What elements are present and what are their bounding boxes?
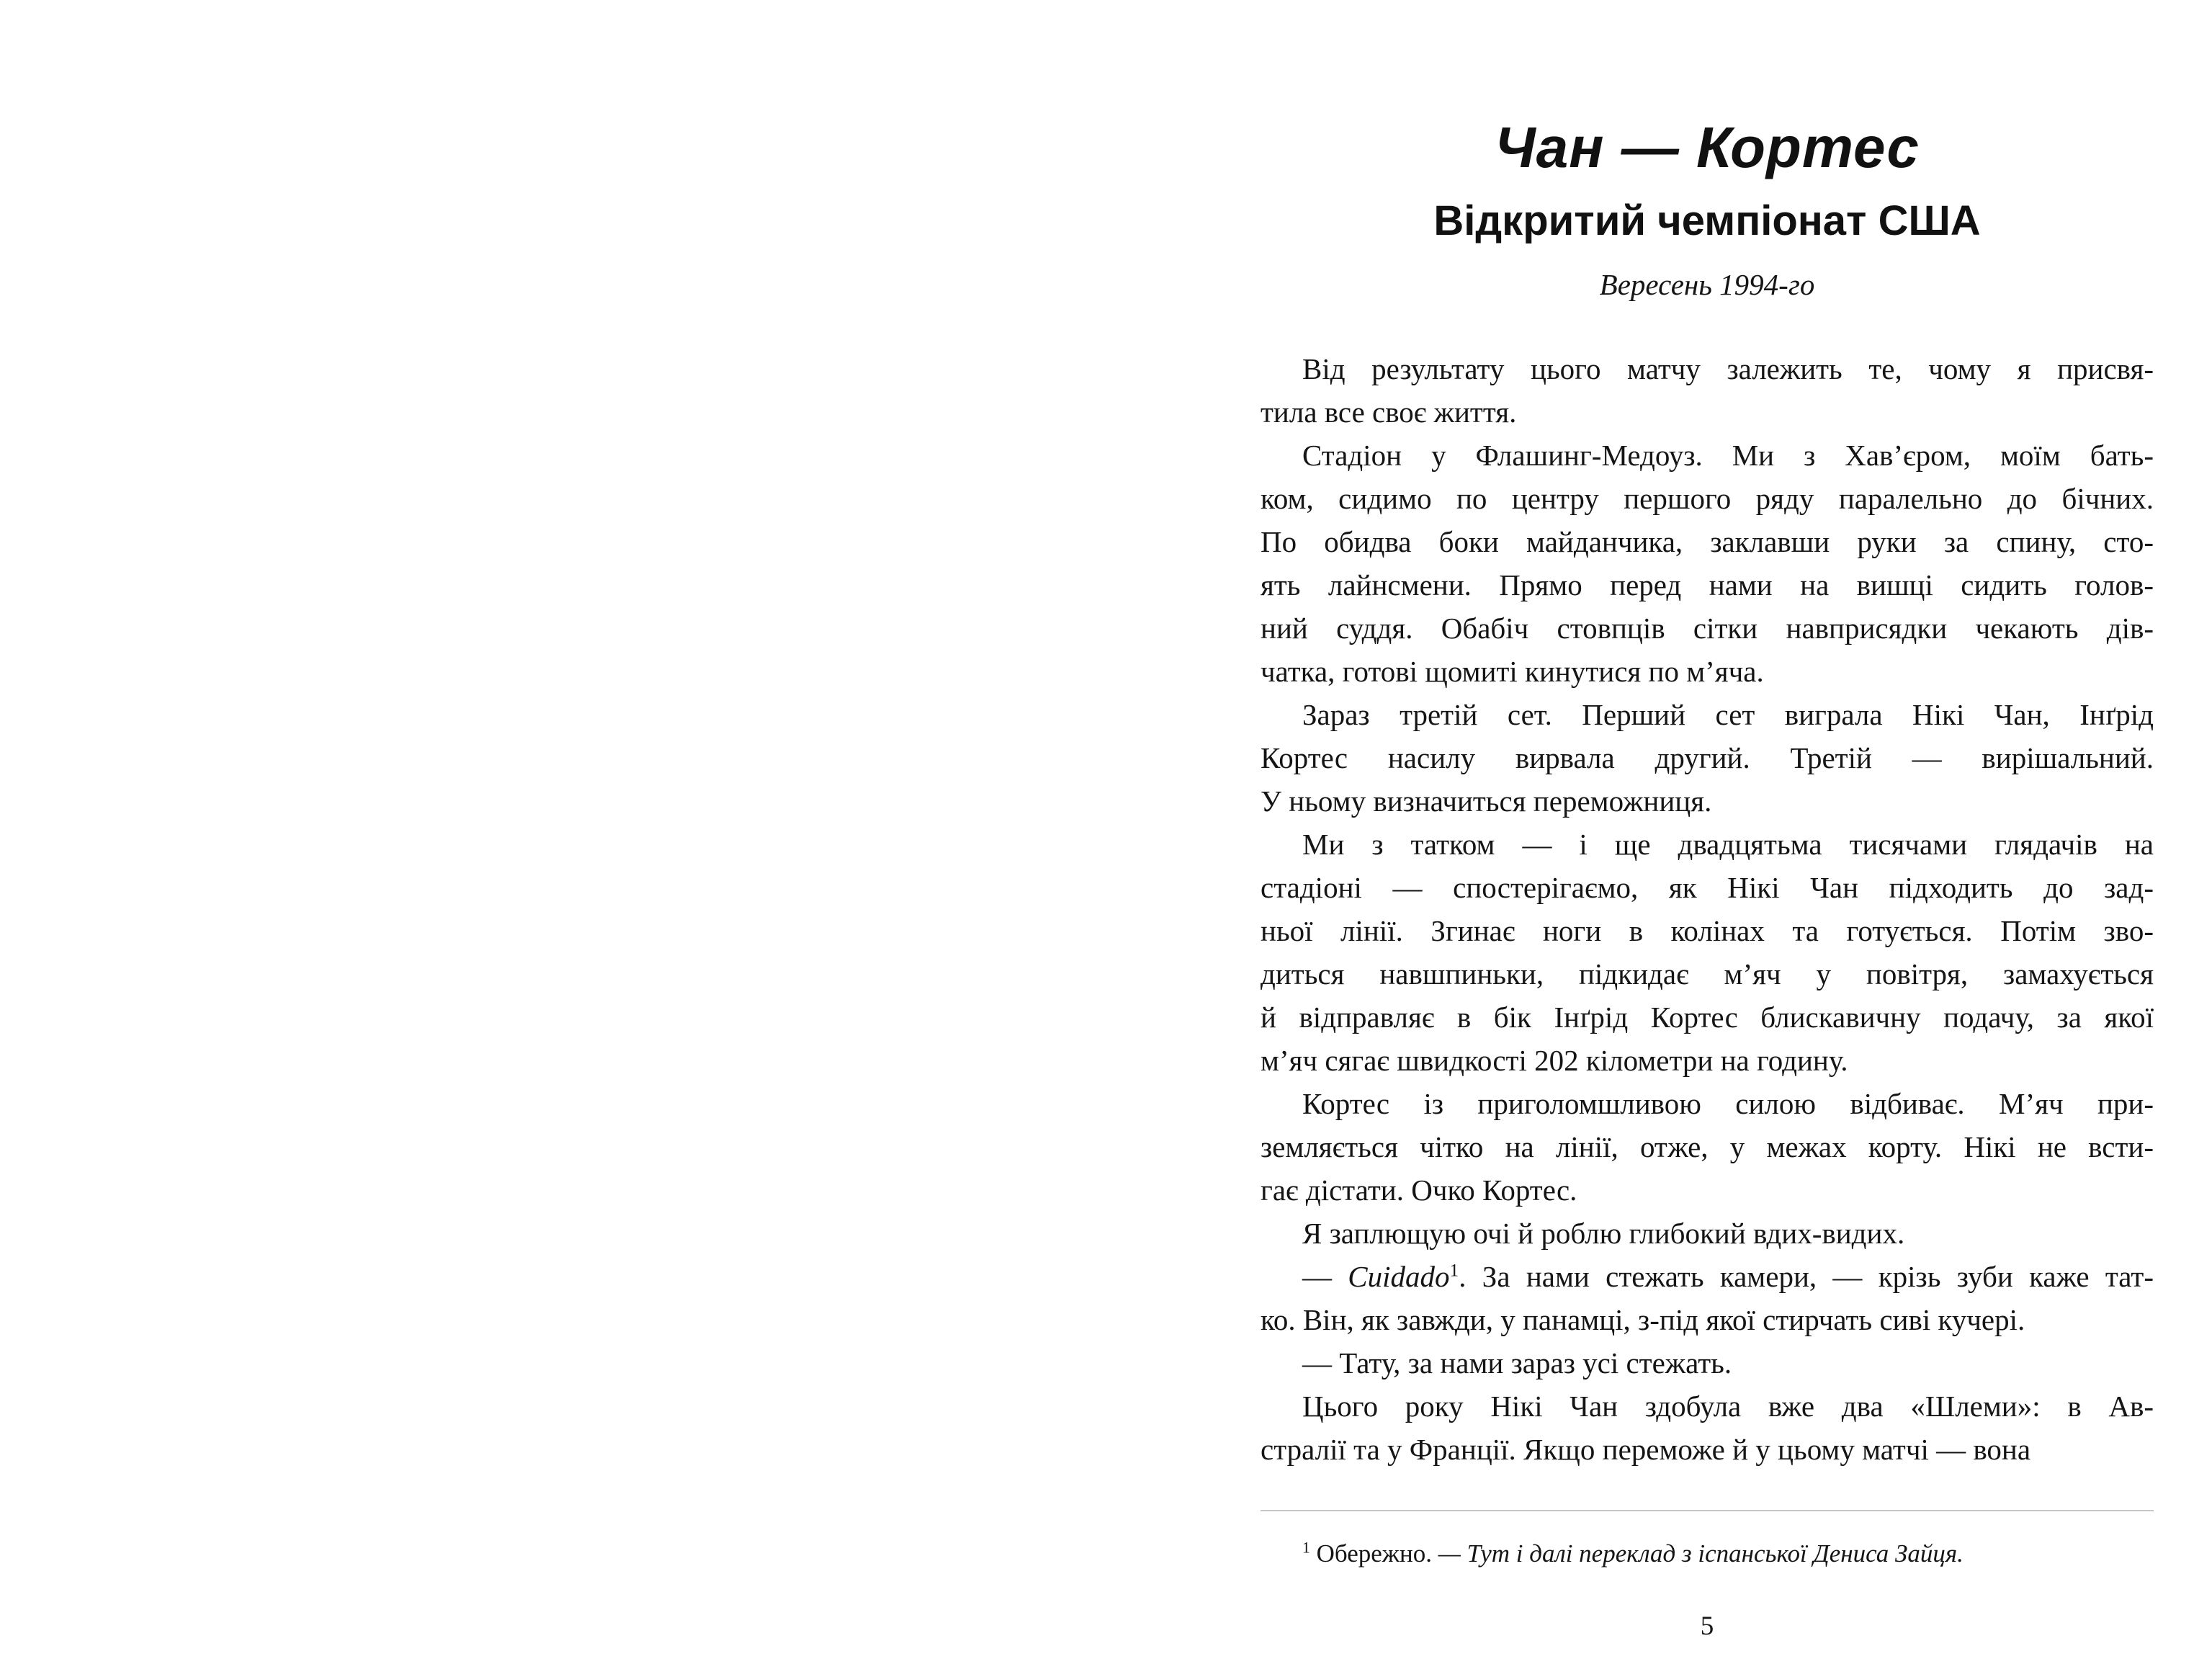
body-line: У ньому визначиться переможниця. (1261, 784, 1712, 818)
footnote (1261, 1537, 2154, 1570)
body-line: ком, сидимо по центру першого ряду паралельно до бічних. (1261, 482, 2154, 516)
footnote-separator (1261, 1510, 2154, 1511)
body-line: Стадіон у Флашинг-Медоуз. Ми з Хав’єром, моїм бать- (1302, 439, 2154, 473)
body-line: ко. Він, як завжди, у панамці, з-під якої стирчать сиві кучері. (1261, 1303, 2025, 1337)
paragraph (1261, 1255, 2154, 1341)
body-line: стадіоні — спостерігаємо, як Нікі Чан підходить до зад- (1261, 871, 2154, 905)
body-line: Цього року Нікі Чан здобула вже два «Шлеми»: в Ав- (1302, 1390, 2154, 1423)
body-line: чатка, готові щомиті кинутися по м’яча. (1261, 655, 1764, 689)
body-line: По обидва боки майданчика, заклавши руки за спину, сто- (1261, 525, 2154, 559)
body-line: Кортес насилу вирвала другий. Третій — вирішальний. (1261, 741, 2154, 775)
body-line: Ми з татком — і ще двадцятьма тисячами глядачів на (1302, 828, 2154, 862)
body-line: ять лайнсмени. Прямо перед нами на вишці сидить голов- (1261, 568, 2154, 602)
paragraph (1261, 1385, 2154, 1471)
body-line: й відправляє в бік Інґрід Кортес блискавичну подачу, за якої (1261, 1001, 2154, 1034)
body-line: — Тату, за нами зараз усі стежать. (1302, 1346, 1732, 1380)
body-line: стралії та у Франції. Якщо переможе й у цьому матчі — вона (1261, 1433, 2031, 1467)
text-column (1261, 0, 2154, 1642)
body-line: Я заплющую очі й роблю глибокий вдих-видих. (1302, 1217, 1905, 1251)
chapter-title: Чан — Кортес (1495, 115, 1920, 179)
body-line: Кортес із приголомшливою силою відбиває. М’яч при- (1302, 1087, 2154, 1121)
body-text (1261, 347, 2154, 1471)
paragraph (1261, 1212, 2154, 1255)
body-line: земляється чітко на лінії, отже, у межах корту. Нікі не всти- (1261, 1130, 2154, 1164)
paragraph (1261, 823, 2154, 1082)
paragraph (1261, 1341, 2154, 1385)
body-line: м’яч сягає швидкості 202 кілометри на годину. (1261, 1044, 1848, 1078)
paragraph (1261, 434, 2154, 693)
body-line: Зараз третій сет. Перший сет виграла Нікі Чан, Інґрід (1302, 698, 2154, 732)
body-line: гає дістати. Очко Кортес. (1261, 1173, 1577, 1207)
paragraph (1261, 347, 2154, 434)
body-line: ньої лінії. Згинає ноги в колінах та готується. Потім зво- (1261, 914, 2154, 948)
body-line: диться навшпиньки, підкидає м’яч у повітря, замахується (1261, 957, 2154, 991)
body-line: ний суддя. Обабіч стовпців сітки навприсядки чекають дів- (1261, 612, 2154, 645)
chapter-date-line: Вересень 1994-го (1599, 268, 1815, 302)
paragraph (1261, 1082, 2154, 1212)
paragraph (1261, 693, 2154, 823)
chapter-subtitle: Відкритий чемпіонат США (1433, 197, 1981, 245)
body-line: тила все своє життя. (1261, 395, 1517, 429)
page-number: 5 (1700, 1611, 1714, 1642)
body-line: — Cuidado$^1$. За нами стежать камери, — крізь зуби каже тат- (1302, 1260, 2154, 1294)
footnote-line: $^1$ Обережно. — Тут і далі переклад з іспанської Дениса Зайця. (1302, 1539, 1964, 1568)
body-line: Від результату цього матчу залежить те, чому я присвя- (1302, 352, 2154, 386)
